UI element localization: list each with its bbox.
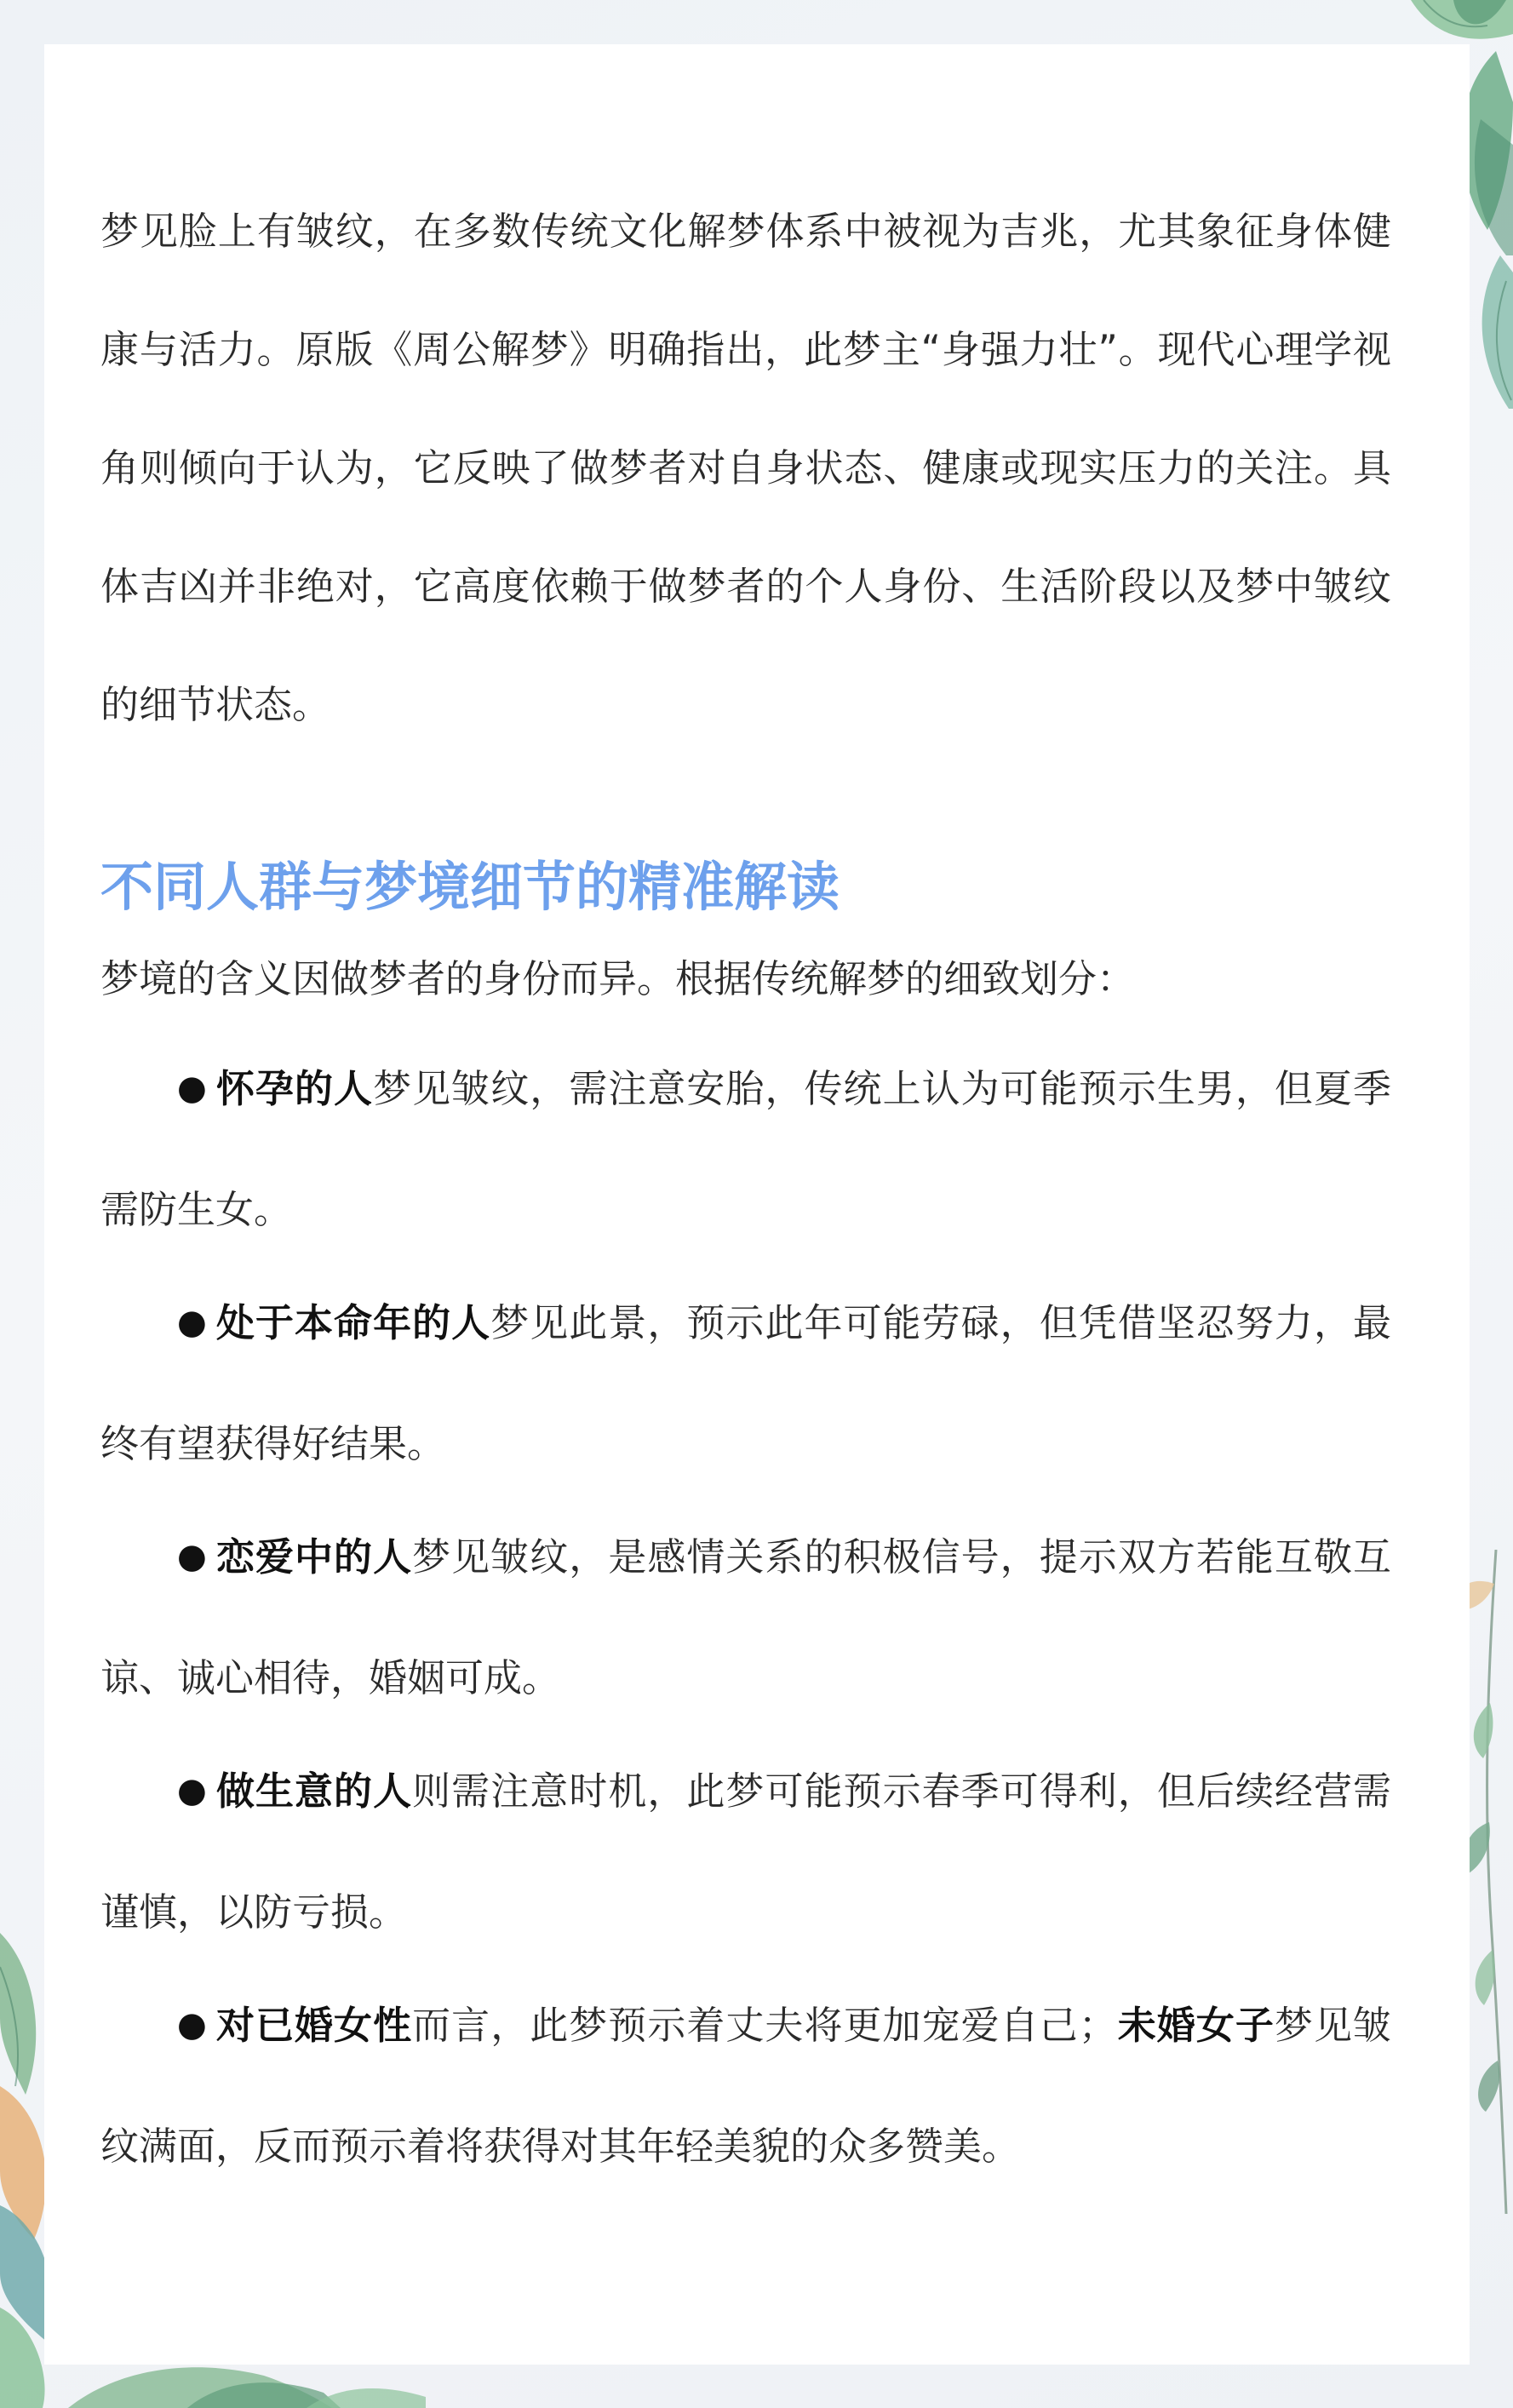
list-item-text: 梦见此景，预示此年可能劳碌，但凭借坚忍努力，最终有望获得好结果。 bbox=[100, 1300, 1391, 1466]
bullet-icon: ● bbox=[177, 1069, 208, 1108]
bullet-icon: ● bbox=[177, 1537, 208, 1576]
section-lead: 梦境的含义因做梦者的身份而异。根据传统解梦的细致划分： bbox=[100, 956, 1136, 1001]
list-item-text-secondary: 梦见皱纹满面，反而预示着将获得对其年轻美貌的众多赞美。 bbox=[100, 2003, 1391, 2169]
section-title: 不同人群与梦境细节的精准解读 bbox=[100, 856, 840, 918]
intro-paragraph: 梦见脸上有皱纹，在多数传统文化解梦体系中被视为吉兆，尤其象征身体健康与活力。原版《周公解梦》明确指出，此梦主“身强力壮”。现代心理学视角则倾向于认为，它反映了做梦者对自身状态、健康或现实压力的关注。具体吉凶并非绝对，它高度依赖于做梦者的个人身份、生活阶段以及梦中皱纹的细节状态。 bbox=[100, 209, 1391, 727]
list-item-text: 则需注意时机，此梦可能预示春季可得利，但后续经营需谨慎，以防亏损。 bbox=[100, 1769, 1391, 1935]
list-item bbox=[100, 1498, 1391, 1737]
list-item bbox=[100, 1732, 1391, 1971]
bullet-icon: ● bbox=[177, 1303, 208, 1342]
bullet-icon: ● bbox=[177, 2005, 208, 2044]
list-item-text: 梦见皱纹，需注意安胎，传统上认为可能预示生男，但夏季需防生女。 bbox=[100, 1066, 1391, 1232]
list-item bbox=[100, 1966, 1391, 2205]
list-item-text: 梦见皱纹，是感情关系的积极信号，提示双方若能互敬互谅、诚心相待，婚姻可成。 bbox=[100, 1534, 1391, 1700]
list-item-subject: 恋爱中的人 bbox=[215, 1534, 413, 1580]
list-item-subject: 处于本命年的人 bbox=[215, 1300, 491, 1345]
list-item-subject: 对已婚女性 bbox=[215, 2003, 413, 2048]
list-item-text: 而言，此梦预示着丈夫将更加宠爱自己； bbox=[412, 2003, 1117, 2048]
list-item-subject-secondary: 未婚女子 bbox=[1116, 2003, 1275, 2048]
article-body bbox=[100, 146, 1391, 2205]
list-item bbox=[100, 1264, 1391, 1503]
bullet-icon: ● bbox=[177, 1771, 208, 1810]
list-item-subject: 怀孕的人 bbox=[215, 1066, 374, 1111]
content-card bbox=[44, 44, 1470, 2365]
interpretation-list bbox=[100, 1029, 1391, 2205]
list-item bbox=[100, 1029, 1391, 1269]
list-item-subject: 做生意的人 bbox=[215, 1769, 413, 1814]
